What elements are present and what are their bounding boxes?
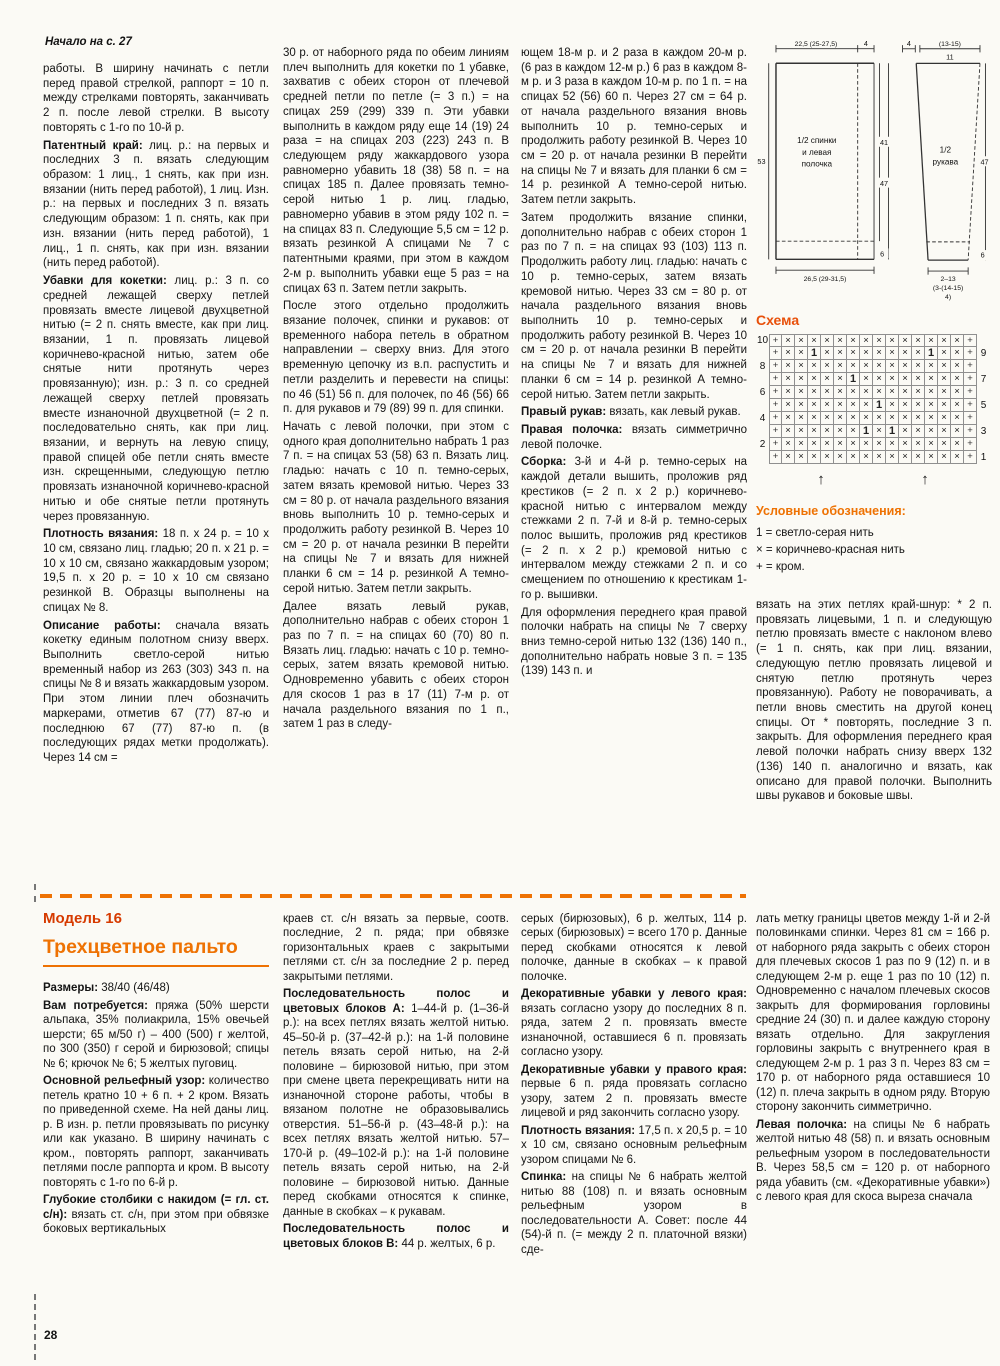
- chart-cell: ×: [782, 373, 795, 386]
- chart-cell: +: [964, 386, 977, 399]
- chart-cell: ×: [782, 360, 795, 373]
- chart-cell: ×: [912, 451, 925, 464]
- chart-cell: ×: [808, 399, 821, 412]
- knitting-chart: [756, 334, 990, 464]
- chart-cell: ×: [899, 373, 912, 386]
- chart-cell: +: [769, 386, 782, 399]
- chart-cell: ×: [782, 399, 795, 412]
- chart-arrows: [769, 471, 977, 488]
- chart-cell: ×: [912, 412, 925, 425]
- paragraph: работы. В ширину начинать с петли перед правой стрелкой, раппорт = 10 п. между стрелками повторять, заканчивать 2 п. после левой стрелки. В высоту повторять с 1-го по 10-й р.: [43, 63, 269, 134]
- chart-cell: ×: [860, 334, 873, 347]
- chart-cell: +: [769, 438, 782, 451]
- chart-cell: ×: [795, 334, 808, 347]
- chart-cell: +: [964, 412, 977, 425]
- chart-cell: ×: [886, 334, 899, 347]
- chart-cell: ×: [834, 412, 847, 425]
- chart-cell: ×: [899, 360, 912, 373]
- chart-cell: ×: [834, 451, 847, 464]
- chart-cell: +: [964, 425, 977, 438]
- chart-cell: +: [769, 373, 782, 386]
- chart-cell: ×: [821, 334, 834, 347]
- chart-cell: ×: [795, 360, 808, 373]
- chart-cell: ×: [873, 334, 886, 347]
- chart-cell: ×: [938, 360, 951, 373]
- chart-cell: ×: [860, 347, 873, 360]
- chart-cell: 1: [808, 347, 821, 360]
- chart-cell: ×: [873, 373, 886, 386]
- chart-cell: ×: [795, 412, 808, 425]
- chart-cell: +: [964, 334, 977, 347]
- paragraph: ющем 18-м р. и 2 раза в каждом 20-м р. (6 раз в каждом 12-м р.) 6 раз в каждом 8-м р. и 3 раза в каждом 10-м р. по 1 п. = на спицах 52 (56) 60 п. Через 27 см = 64 р. от начала раздельного вязания вновь выполнить 10 р. темно-серых и продолжить работу резинкой В. Через 10 см = 20 р. от начала резинки В перейти на спицы № 7 и вязать для планки 6 см = 14 р. резинкой А темно-серой нитью. Затем петли закрыть.: [521, 47, 747, 207]
- chart-cell: ×: [951, 373, 964, 386]
- chart-row-number: [977, 386, 990, 399]
- piece-label: и левая: [802, 147, 832, 157]
- chart-cell: ×: [808, 425, 821, 438]
- legend-item: 1 = светло-серая нить: [756, 527, 874, 539]
- paragraph: краев ст. с/н вязать за первые, соотв. последние, 2 п. ряда; при обвязке горизонтальных краев с закрытыми петлями ст. с/н за последние 2 р. перед закрытыми петлями.: [283, 913, 509, 983]
- paragraph: Последовательность полос и цветовых блоков В: 44 р. желтых, 6 р.: [283, 1223, 509, 1250]
- chart-cell: +: [964, 451, 977, 464]
- paragraph: серых (бирюзовых), 6 р. желтых, 114 р. серых (бирюзовых) = всего 170 р. Данные перед скобками относятся к левой полочке, данные в скобках – к правой полочке.: [521, 913, 747, 983]
- paragraph: Затем продолжить вязание спинки, дополнительно набрав с обеих сторон 1 раз по 7 п. = на спицах 93 (103) 113 п. Продолжить работу лиц. гладью: начать с 10 р. темно-серых, затем вязать кремовой нитью. Через 33 см = 80 р. от начала раздельного вязания вновь выполнить 10 р. темно-серых и продолжить работу резинкой В. Через 10 см = 20 р. от начала резинки В перейти на спицы № 7 и вязать для нижней планки 6 см = 14 р. резинкой А темно-серой нитью. Затем петли закрыть.: [521, 211, 747, 401]
- chart-legend: [756, 504, 992, 576]
- chart-cell: ×: [912, 334, 925, 347]
- chart-row-number: [756, 425, 769, 438]
- pattern-diagrams: [756, 36, 992, 302]
- chart-cell: ×: [951, 347, 964, 360]
- chart-cell: ×: [938, 373, 951, 386]
- measure-bottom-1: 2–13: [940, 276, 956, 284]
- chart-cell: ×: [912, 399, 925, 412]
- chart-cell: ×: [951, 451, 964, 464]
- edge-mark: [34, 1294, 36, 1360]
- paragraph: 30 р. от наборного ряда по обеим линиям плеч выполнить для кокетки по 1 убавке, захватив с обеих сторон от плечевой средней петли по петле (= 3 п.) = на спицах 259 (299) 339 п. Эти убавки выполнить в каждом ряду еще 14 (19) 24 раза = на спицах 203 (223) 243 п. В следующем ряду жаккардового узора равномерно убавить 18 (38) 58 п. = на спицах 185 п. Далее провязать темно-серой нитью 1 р. лиц. гладью, равномерно убавив в этом ряду 102 п. = на спицах 83 п. Следующие 5,5 см = 12 р. вязать резинкой А спицами № 7 с патентными краями, при этом в каждом 2-м р. выполнить убавки еще 5 раз = на спицах 63 п. Затем петли закрыть.: [283, 47, 509, 295]
- chart-cell: ×: [834, 334, 847, 347]
- legend-item: × = коричнево-красная нить: [756, 544, 905, 556]
- legend-item: + = кром.: [756, 561, 805, 573]
- measure-top-right: 4: [863, 38, 868, 48]
- chart-cell: ×: [795, 438, 808, 451]
- chart-cell: ×: [808, 373, 821, 386]
- chart-cell: +: [769, 399, 782, 412]
- chart-cell: ×: [951, 360, 964, 373]
- chart-cell: +: [769, 425, 782, 438]
- chart-cell: ×: [821, 399, 834, 412]
- bottom-column-4: [756, 912, 990, 1324]
- chart-row-number: 6: [759, 387, 766, 398]
- chart-cell: ×: [782, 425, 795, 438]
- paragraph: Левая полочка: на спицы № 6 набрать желтой нитью 48 (58) п. и вязать основным рельефным узором в последовательности В. Через 58,5 см = 120 р. от наборного ряда убавить (см. «Декоративные убавки») с левого края для скоса выреза сначала: [756, 1118, 990, 1204]
- right-column: [756, 36, 992, 804]
- sleeve-schematic: [898, 36, 990, 302]
- chart-cell: ×: [860, 373, 873, 386]
- chart-cell: ×: [808, 438, 821, 451]
- chart-cell: 1: [925, 347, 938, 360]
- chart-cell: ×: [899, 347, 912, 360]
- chart-cell: ×: [782, 412, 795, 425]
- chart-cell: ×: [925, 451, 938, 464]
- chart-cell: ×: [912, 360, 925, 373]
- chart-cell: ×: [834, 373, 847, 386]
- measure-top-left: 4: [906, 39, 911, 49]
- chart-cell: ×: [899, 412, 912, 425]
- chart-cell: ×: [925, 399, 938, 412]
- measure-bottom: 26,5 (29-31,5): [803, 276, 847, 284]
- chart-cell: ×: [860, 451, 873, 464]
- continuation-note: Начало на с. 27: [45, 36, 132, 48]
- chart-cell: ×: [912, 347, 925, 360]
- chart-cell: ×: [899, 438, 912, 451]
- paragraph: Вам потребуется: пряжа (50% шерсти альпака, 35% полиакрила, 15% овечьей шерсти; 65 м/50 г) – 400 (500) г желтой, по 300 (350) г серой и бирюзовой; спицы № 6; крючок № 6; 5 желтых пуговиц.: [43, 999, 269, 1070]
- chart-cell: ×: [886, 360, 899, 373]
- page-number: 28: [44, 1328, 58, 1342]
- chart-cell: ×: [860, 412, 873, 425]
- chart-row: [756, 373, 990, 386]
- bottom-column-1: [43, 910, 269, 1322]
- paragraph: После этого отдельно продолжить вязание полочек, спинки и рукавов: от временного набора петель в обратном направлении – сверху вниз. Для этого временную цепочку из в.п. распустить и петли разделить и перевести на спицы: по 46 (51) 56 п. для полочек, по 46 (56) 66 п. для рукавов и 79 (89) 99 п. для спинки.: [283, 300, 509, 416]
- piece-label: 1/2: [939, 145, 952, 155]
- paragraph: Правая полочка: вязать симметрично левой полочке.: [521, 423, 747, 451]
- back-and-front-schematic: [756, 36, 894, 302]
- chart-cell: +: [964, 360, 977, 373]
- chart-row-number: [977, 334, 990, 347]
- text-column: [43, 981, 269, 1236]
- article-title: Трехцветное пальто: [43, 935, 269, 968]
- chart-cell: ×: [899, 399, 912, 412]
- measure-right: 47: [980, 157, 989, 167]
- chart-cell: 1: [886, 425, 899, 438]
- chart-cell: ×: [886, 412, 899, 425]
- chart-cell: ×: [873, 438, 886, 451]
- chart-row: [756, 425, 990, 438]
- chart-row-number: [756, 347, 769, 360]
- chart-cell: ×: [873, 347, 886, 360]
- chart-cell: ×: [925, 334, 938, 347]
- chart-cell: ×: [847, 399, 860, 412]
- chart-cell: ×: [912, 425, 925, 438]
- chart-cell: ×: [938, 347, 951, 360]
- chart-cell: ×: [886, 451, 899, 464]
- paragraph: лать метку границы цветов между 1-й и 2-й половинками спинки. Через 81 см = 166 р. от наборного ряда закрыть с обеих сторон для плечевых скосов 1 раз по 9 (12) п. и в следующем 2-м р. еще 1 раз по 10 (12) п. Одновременно с началом плечевых скосов закрыть для формирования горловины средние 24 (30) п. и далее каждую сторону вязать отдельно. Для закругления горловины закрыть с внутреннего края в следующем 2-м р. 1 раз 3 п. Через 83 см = 170 р. от наборного ряда оставшиеся 10 (12) п. плеча закрыть в одном ряду. Вторую сторону закончить симметрично.: [756, 913, 990, 1114]
- chart-cell: ×: [951, 438, 964, 451]
- chart-row-number: [977, 412, 990, 425]
- piece-label: полочка: [801, 159, 833, 169]
- piece-label: 1/2 спинки: [797, 136, 837, 146]
- chart-cell: ×: [912, 386, 925, 399]
- paragraph: Декоративные убавки у левого края: вязать согласно узору до последних 8 п. ряда, затем 2 п. провязать вместе изнаночной, оставшиеся 6 п. провязать согласно узору.: [521, 988, 747, 1059]
- chart-cell: ×: [808, 360, 821, 373]
- chart-row: [756, 386, 990, 399]
- paragraph: Далее вязать левый рукав, дополнительно набрав с обеих сторон 1 раз по 7 п. = на спицах 60 (70) 80 п. Вязать лиц. гладью: начать с 10 р. темно-серых, затем вязать кремовой нитью. Одновременно убавить с обеих сторон для скосов 1 раз в 17 (11) 7-м р. от начала раздельного вязания по 1 п., затем 1 раз в следу-: [283, 600, 509, 731]
- paragraph: Декоративные убавки у правого края: первые 6 п. ряда провязать согласно узору, затем 2 п. провязать вместе лицевой и ряд закончить согласно узору.: [521, 1063, 747, 1120]
- chart-cell: ×: [886, 347, 899, 360]
- paragraph: Патентный край: лиц. р.: на первых и последних 3 п. вязать следующим образом: 1 лиц., 1 снять, как при изн. вязании (нить перед работой), 1 лиц. Изн. р.: на первых и последних 3 п. вязать следующим образом: 1 п. снять, как при изн. вязании (нить перед работой), 1 лиц., 1 п. снять, как при изн. вязании (нить перед работой).: [43, 139, 269, 270]
- text-column-1: [43, 62, 269, 890]
- arrow-up-icon: ↑: [817, 471, 825, 488]
- chart-row-number: [977, 360, 990, 373]
- chart-cell: ×: [847, 438, 860, 451]
- paragraph: Спинка: на спицы № 6 набрать желтой нитью 88 (108) п. и вязать основным рельефным узором в последовательности А. Совет: после 44 (54)-й п. (= между 2 п. платочной вязки) сде-: [521, 1171, 747, 1256]
- chart-cell: ×: [860, 399, 873, 412]
- chart-cell: ×: [782, 438, 795, 451]
- chart-cell: ×: [795, 451, 808, 464]
- paragraph: вязать на этих петлях край-шнур: * 2 п. провязать лицевыми, 1 п. и следующую петлю провязать вместе с наклоном влево (= 1 п. снять, как при лиц. вязании, следующую петлю провязать лицевой и снятую петлю протянуть через провязанную). Работу не поворачивать, а петли вновь сместить на другой конец спицы. От * повторять, последние 3 п. закрыть. Для оформления переднего края левой полочки набрать снизу вверх 132 (136) 140 п. аналогично и вязать, как описано для правой полочки. Выполнить швы рукавов и боковые швы.: [756, 599, 992, 803]
- chart-cell: ×: [925, 425, 938, 438]
- chart-cell: ×: [925, 438, 938, 451]
- chart-cell: ×: [847, 360, 860, 373]
- paragraph: Для оформления переднего края правой полочки набрать на спицы № 7 сверху вниз темно-серой нитью 132 (136) 140 п., дополнительно набрать новые 3 п. = 135 (139) 143 п. и: [521, 606, 747, 678]
- chart-cell: ×: [808, 386, 821, 399]
- chart-cell: ×: [847, 347, 860, 360]
- paragraph: Глубокие столбики с накидом (= гл. ст. с/н): вязать ст. с/н, при этом при обвязке боковых вертикальных: [43, 1194, 269, 1236]
- chart-cell: +: [769, 334, 782, 347]
- chart-cell: ×: [782, 347, 795, 360]
- chart-cell: ×: [938, 438, 951, 451]
- chart-cell: ×: [795, 373, 808, 386]
- chart-row-number: 10: [756, 335, 769, 346]
- chart-cell: ×: [951, 412, 964, 425]
- chart-cell: ×: [938, 399, 951, 412]
- chart-cell: ×: [912, 373, 925, 386]
- chart-row: [756, 451, 990, 464]
- chart-cell: ×: [925, 386, 938, 399]
- chart-cell: +: [769, 347, 782, 360]
- chart-cell: 1: [873, 399, 886, 412]
- chart-cell: ×: [808, 451, 821, 464]
- chart-cell: ×: [886, 438, 899, 451]
- chart-cell: ×: [938, 386, 951, 399]
- bottom-column-2: [283, 912, 509, 1324]
- chart-cell: +: [964, 347, 977, 360]
- chart-cell: ×: [847, 386, 860, 399]
- paragraph: Начать с левой полочки, при этом с одного края дополнительно набрать 1 раз 7 п. = на спицах 53 (58) 63 п. Вязать лиц. гладью: начать с 10 п. темно-серых, затем вязать кремовой нитью. Через 33 см = 80 р. от начала раздельного вязания вновь выполнить 10 р. темно-серых и продолжить работу резинкой В. Через 10 см = 20 р. от начала резинки В перейти на спицы № 7 и вязать для нижней планки 6 см = 14 р. резинкой А темно-серой нитью. Затем петли закрыть.: [283, 420, 509, 595]
- chart-row: [756, 347, 990, 360]
- arrow-up-icon: ↑: [921, 471, 929, 488]
- chart-row-number: 7: [980, 374, 987, 385]
- measure-right-outer: 47: [879, 178, 889, 188]
- chart-cell: ×: [899, 425, 912, 438]
- chart-cell: ×: [873, 386, 886, 399]
- chart-cell: ×: [925, 360, 938, 373]
- edge-mark: [34, 884, 36, 902]
- chart-cell: ×: [860, 360, 873, 373]
- chart-cell: ×: [821, 438, 834, 451]
- model-number: Модель 16: [43, 910, 122, 927]
- chart-cell: +: [769, 360, 782, 373]
- paragraph: Сборка: 3-й и 4-й р. темно-серых на каждой детали вышить, проложив ряд крестиков (= 2 п. x 2 р.) коричнево-красной нитью с интервалом между стежками 2 п. 7-й и 8-й р. темно-серых полос вышить, проложив ряд крестиков (= 2 п. x 2 р.) кремовой нитью с интервалом между стежками 2 п. и со смещением по отношению к крестикам 1-го р. вышивки.: [521, 456, 747, 601]
- chart-cell: ×: [795, 386, 808, 399]
- section-divider: [40, 894, 746, 898]
- measure-top-mid: (13-15): [938, 41, 961, 49]
- chart-cell: ×: [873, 425, 886, 438]
- chart-cell: ×: [795, 425, 808, 438]
- paragraph: Правый рукав: вязать, как левый рукав.: [521, 406, 741, 419]
- measure-bottom-2: (3-(14-15): [932, 285, 964, 293]
- chart-cell: ×: [951, 425, 964, 438]
- chart-cell: ×: [938, 412, 951, 425]
- chart-cell: ×: [860, 438, 873, 451]
- chart-cell: 1: [847, 373, 860, 386]
- chart-cell: ×: [938, 425, 951, 438]
- chart-cell: ×: [808, 412, 821, 425]
- chart-cell: ×: [873, 360, 886, 373]
- chart-cell: ×: [808, 334, 821, 347]
- chart-cell: ×: [886, 373, 899, 386]
- chart-cell: ×: [951, 334, 964, 347]
- chart-cell: ×: [834, 360, 847, 373]
- chart-cell: ×: [860, 386, 873, 399]
- chart-row-number: [756, 373, 769, 386]
- chart-cell: ×: [821, 360, 834, 373]
- chart-cell: ×: [912, 438, 925, 451]
- chart-row: [756, 399, 990, 412]
- chart-cell: ×: [899, 334, 912, 347]
- measure-top-mid2: 11: [946, 52, 954, 62]
- paragraph: Описание работы: сначала вязать кокетку единым полотном снизу вверх. Выполнить светло-серой нитью временный набор из 263 (303) 343 п. на спицы № 8 и вязать жаккардовым узором. При этом линии плеч обозначить маркерами, отметив 67 (77) 87-ю и последнюю 67 (77) 87-ю п. (в последующих рядах метки продолжать). Через 14 см =: [43, 619, 269, 765]
- chart-cell: ×: [873, 412, 886, 425]
- text-column-4: [756, 598, 992, 804]
- chart-title: Схема: [756, 312, 800, 328]
- chart-cell: ×: [834, 347, 847, 360]
- chart-cell: ×: [925, 373, 938, 386]
- chart-cell: ×: [821, 373, 834, 386]
- measure-left: 53: [757, 157, 766, 167]
- chart-cell: ×: [938, 451, 951, 464]
- chart-cell: ×: [938, 334, 951, 347]
- paragraph: Последовательность полос и цветовых блоков А: 1–44-й р. (1–36-й р.): на всех петлях вязать желтой нитью. 45–50-й р. (37–42-й р.): на 1-й половине петель вязать серой нитью, на 2-й половине – бирюзовой нитью, при этом при смене цвета перекрещивать нити на изнаночной стороне работы, чтобы в вязаном полотне не образовывались отверстия. 51–56-й р. (43–48-й р.): на всех петлях вязать желтой нитью. 57–170-й р. (49–102-й р.): на 1-й половине петель вязать серой нитью, на 2-й половине – бирюзовой нитью. Данные перед скобками относятся к спинке, данные в скобках – к рукавам.: [283, 988, 509, 1218]
- chart-cell: +: [964, 399, 977, 412]
- chart-row: [756, 438, 990, 451]
- chart-cell: ×: [847, 451, 860, 464]
- paragraph: Плотность вязания: 18 п. x 24 р. = 10 x 10 см, связано лиц. гладью; 20 п. x 21 р. = 10 x 10 см, связано жаккардовым узором; 19,5 п. x 20 р. = 10 x 10 см связано резинкой В. Образцы выполнены на спицах № 8.: [43, 528, 269, 614]
- paragraph: Основной рельефный узор: количество петель кратно 10 + 6 п. + 2 кром. Вязать по приведенной схеме. На ней даны лиц. р. В изн. р. петли провязывать по рисунку или как указано. В ширину начинать с кром., повторять раппорт, заканчивать петлями после раппорта и кром. В высоту повторять с 1-го по 6-й р.: [43, 1075, 269, 1189]
- measure-bottom-3: 4): [945, 294, 952, 302]
- legend-title: Условные обозначения:: [756, 504, 906, 518]
- paragraph: Размеры: 38/40 (46/48): [43, 982, 170, 995]
- piece-label: рукава: [932, 157, 959, 167]
- chart-cell: +: [769, 412, 782, 425]
- bottom-column-3: [521, 912, 747, 1324]
- chart-row-number: 1: [980, 452, 987, 463]
- chart-cell: ×: [834, 386, 847, 399]
- chart-row-number: 9: [980, 348, 987, 359]
- chart-row-number: 3: [980, 426, 987, 437]
- chart-row: [756, 360, 990, 373]
- chart-cell: 1: [860, 425, 873, 438]
- chart-row: [756, 334, 990, 347]
- text-column-2: [283, 46, 509, 891]
- measure-top: 22,5 (25-27,5): [794, 40, 838, 48]
- chart-cell: ×: [886, 399, 899, 412]
- chart-cell: ×: [834, 438, 847, 451]
- chart-cell: ×: [821, 347, 834, 360]
- text-column-3: [521, 46, 747, 891]
- chart-cell: ×: [795, 347, 808, 360]
- measure-rib: 6: [980, 250, 985, 260]
- chart-cell: ×: [782, 451, 795, 464]
- paragraph: Плотность вязания: 17,5 п. x 20,5 р. = 10 x 10 см, связано основным рельефным узором спицами № 6.: [521, 1124, 747, 1166]
- chart-cell: ×: [847, 412, 860, 425]
- chart-cell: ×: [821, 386, 834, 399]
- chart-cell: ×: [899, 386, 912, 399]
- chart-cell: ×: [951, 399, 964, 412]
- chart-row-number: 5: [980, 400, 987, 411]
- chart-cell: ×: [821, 412, 834, 425]
- chart-row-number: 2: [759, 439, 766, 450]
- chart-cell: ×: [795, 399, 808, 412]
- chart-cell: +: [769, 451, 782, 464]
- chart-row-number: 8: [759, 361, 766, 372]
- chart-cell: ×: [886, 386, 899, 399]
- chart-cell: ×: [834, 399, 847, 412]
- chart-row-number: [756, 399, 769, 412]
- chart-cell: ×: [821, 451, 834, 464]
- chart-row-number: [977, 438, 990, 451]
- chart-cell: ×: [821, 425, 834, 438]
- chart-cell: ×: [925, 412, 938, 425]
- chart-row-number: 4: [759, 413, 766, 424]
- chart-cell: ×: [834, 425, 847, 438]
- chart-cell: +: [964, 438, 977, 451]
- measure-right-inner: 41: [879, 137, 889, 147]
- chart-cell: ×: [951, 386, 964, 399]
- chart-cell: ×: [847, 334, 860, 347]
- chart-cell: ×: [782, 386, 795, 399]
- chart-cell: ×: [899, 451, 912, 464]
- chart-row-number: [756, 451, 769, 464]
- chart-cell: ×: [847, 425, 860, 438]
- chart-cell: ×: [873, 451, 886, 464]
- chart-cell: ×: [782, 334, 795, 347]
- measure-rib: 6: [880, 249, 885, 259]
- chart-cell: +: [964, 373, 977, 386]
- paragraph: Убавки для кокетки: лиц. р.: 3 п. со средней лежащей сверху петлей провязать вместе лицевой двухцветной нитью (= 2 п. снять вместе, как при лиц. вязании, 1 п. провязать лицевой коричнево-красной нитью, затем обе снятые нити протянуть через провязанную); изн. р.: 3 п. со средней лежащей сверху петлей провязать вместе изнаночной двухцветной (= 2 п. последовательно снять, как при лиц. вязании, и вернуть на левую спицу, правой спицей обе петли снять вместе изн. скрещенными, следующую петлю провязать изнаночной коричнево-красной нитью и обе снятые петли протянуть через провязанную.: [43, 275, 269, 523]
- chart-row: [756, 412, 990, 425]
